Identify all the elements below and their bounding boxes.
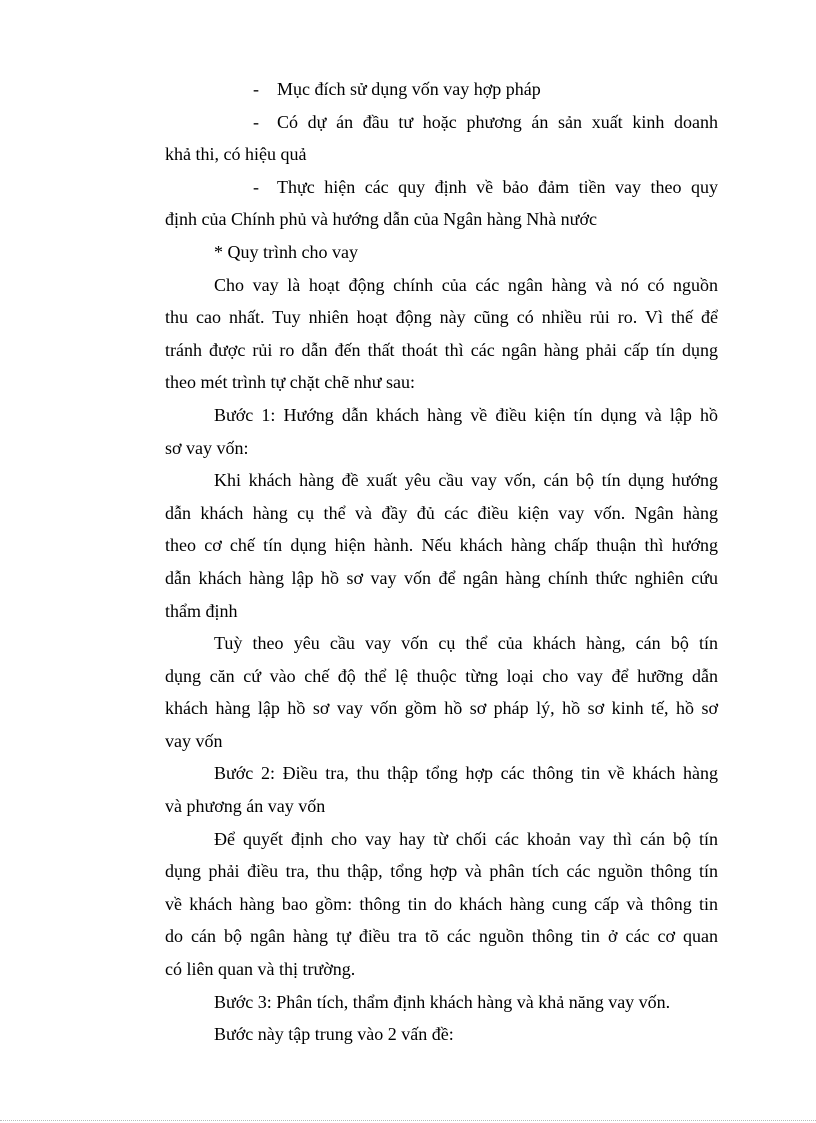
- text-line: Để quyết định cho vay hay từ chối các khoản vay thì cán bộ tín: [214, 828, 718, 849]
- bullet-item: [165, 73, 718, 106]
- text-line: do cán bộ ngân hàng tự điều tra tõ các nguồn thông tin ở các cơ quan: [165, 926, 718, 947]
- bullet-item: [165, 106, 718, 139]
- bullet-dash: -: [253, 176, 259, 197]
- text-line: thu cao nhất. Tuy nhiên hoạt động này cũng có nhiều rủi ro. Vì thế để: [165, 307, 718, 328]
- bullet-text: Thực hiện các quy định về bảo đảm tiền vay theo quy: [277, 176, 718, 197]
- text-line: Bước 1: Hướng dẫn khách hàng về điều kiện tín dụng và lập hồ: [214, 404, 718, 425]
- text-line: định của Chính phủ và hướng dẫn của Ngân hàng Nhà nước: [165, 209, 597, 230]
- text-line: * Quy trình cho vay: [214, 241, 358, 262]
- text-line: sơ vay vốn:: [165, 437, 249, 458]
- text-line: khách hàng lập hồ sơ vay vốn gồm hồ sơ pháp lý, hồ sơ kinh tế, hồ sơ: [165, 698, 718, 719]
- text-line: dụng phải điều tra, thu thập, tổng hợp và phân tích các nguồn thông tín: [165, 861, 718, 882]
- document-page: [165, 73, 718, 1051]
- bullet-text: Có dự án đầu tư hoặc phương án sản xuất kinh doanh: [277, 111, 718, 132]
- text-line: Cho vay là hoạt động chính của các ngân hàng và nó có nguồn: [214, 274, 718, 295]
- text-line: Bước 3: Phân tích, thẩm định khách hàng và khả năng vay vốn.: [214, 991, 671, 1012]
- text-line: tránh được rủi ro dẫn đến thất thoát thì các ngân hàng phải cấp tín dụng: [165, 339, 718, 360]
- text-line: và phương án vay vốn: [165, 796, 326, 817]
- text-line: dẫn khách hàng lập hồ sơ vay vốn để ngân hàng chính thức nghiên cứu: [165, 567, 718, 588]
- text-line: dẫn khách hàng cụ thể và đầy đủ các điều kiện vay vốn. Ngân hàng: [165, 502, 718, 523]
- page-bottom-border: [0, 1120, 816, 1121]
- bullet-item: [165, 171, 718, 204]
- bullet-dash: -: [253, 79, 259, 99]
- text-line: Khi khách hàng đề xuất yêu cầu vay vốn, cán bộ tín dụng hướng: [214, 470, 718, 491]
- text-line: theo mét trình tự chặt chẽ như sau:: [165, 372, 415, 393]
- text-line: theo cơ chế tín dụng hiện hành. Nếu khách hàng chấp thuận thì hướng: [165, 535, 718, 556]
- text-line: Bước 2: Điều tra, thu thập tổng hợp các thông tin về khách hàng: [214, 763, 718, 784]
- text-line: khả thi, có hiệu quả: [165, 144, 307, 165]
- text-line: vay vốn: [165, 730, 223, 751]
- text-line: có liên quan và thị trường.: [165, 959, 356, 980]
- text-line: dụng căn cứ vào chế độ thể lệ thuộc từng loại cho vay để hưỡng dẫn: [165, 665, 718, 686]
- text-line: về khách hàng bao gồm: thông tin do khách hàng cung cấp và thông tin: [165, 893, 718, 914]
- text-line: Tuỳ theo yêu cầu vay vốn cụ thể của khách hàng, cán bộ tín: [214, 633, 718, 654]
- text-line: Bước này tập trung vào 2 vấn đề:: [214, 1024, 454, 1045]
- bullet-dash: -: [253, 111, 259, 132]
- bullet-text: Mục đích sử dụng vốn vay hợp pháp: [277, 79, 541, 99]
- text-line: thẩm định: [165, 600, 238, 621]
